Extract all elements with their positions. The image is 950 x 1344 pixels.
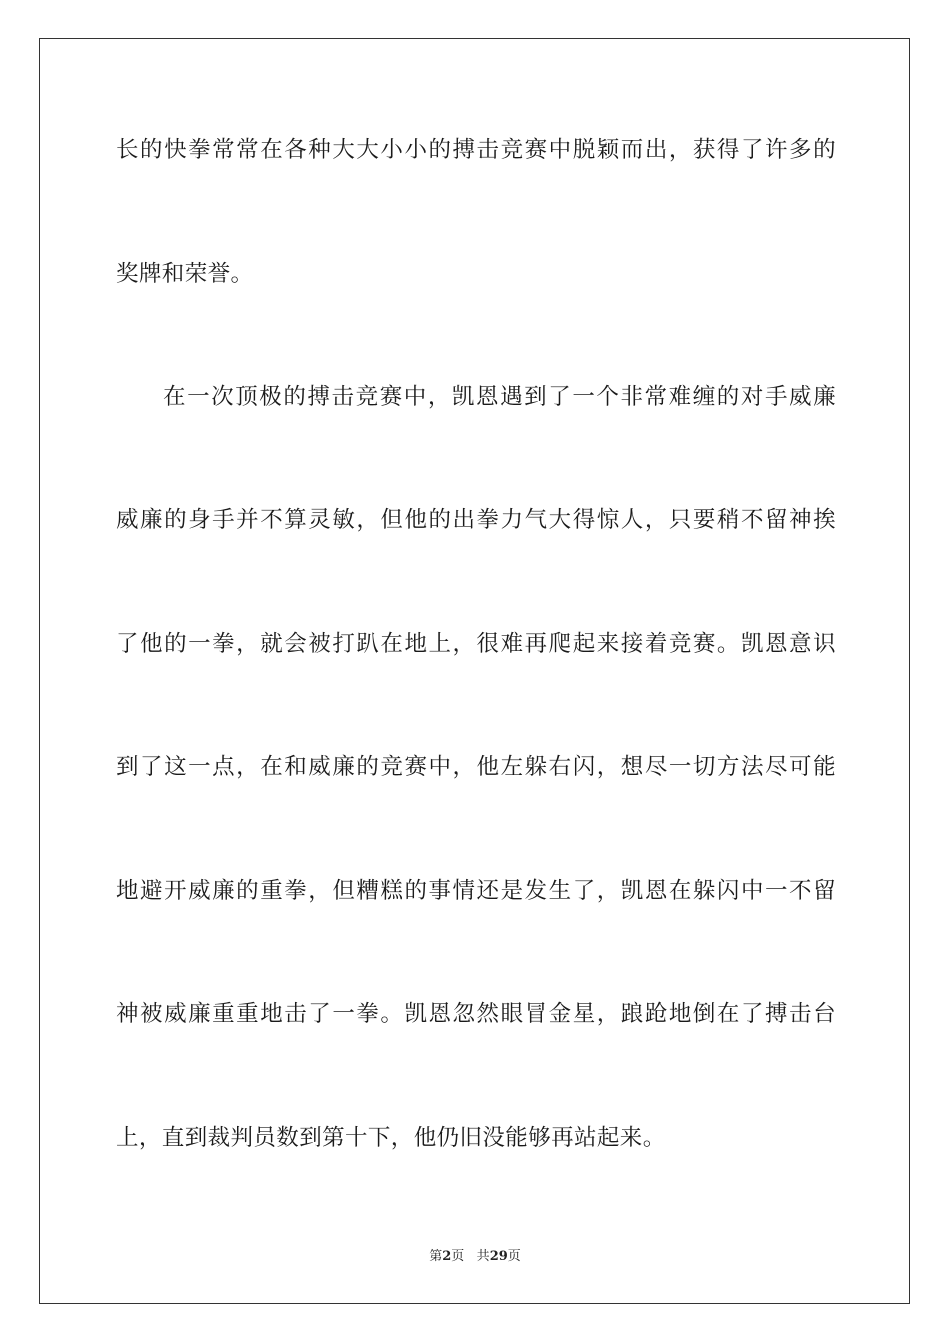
total-pages: 29 [489, 1249, 508, 1264]
total-suffix: 页 [507, 1249, 521, 1264]
page-number: 2 [442, 1249, 452, 1264]
page-border [39, 38, 910, 1304]
paragraph-2-line-1: 在一次顶极的搏击竞赛中，凯恩遇到了一个非常难缠的对手威廉 [163, 384, 836, 410]
text-line-6: 到了这一点，在和威廉的竞赛中，他左躲右闪，想尽一切方法尽可能 [116, 754, 836, 780]
text-line-9: 上，直到裁判员数到第十下，他仍旧没能够再站起来。 [116, 1125, 666, 1151]
page-footer [0, 1248, 950, 1266]
text-line-5: 了他的一拳，就会被打趴在地上，很难再爬起来接着竞赛。凯恩意识 [116, 631, 836, 657]
text-line-4: 威廉的身手并不算灵敏，但他的出拳力气大得惊人，只要稍不留神挨 [116, 507, 836, 533]
text-line-8: 神被威廉重重地击了一拳。凯恩忽然眼冒金星，踉跄地倒在了搏击台 [116, 1001, 836, 1027]
text-line-7: 地避开威廉的重拳，但糟糕的事情还是发生了，凯恩在躲闪中一不留 [116, 878, 836, 904]
page-suffix: 页 [451, 1249, 465, 1264]
text-line-1: 长的快拳常常在各种大大小小的搏击竞赛中脱颖而出，获得了许多的 [116, 137, 836, 163]
page-prefix: 第 [429, 1249, 443, 1264]
text-line-2: 奖牌和荣誉。 [116, 261, 254, 287]
total-prefix: 共 [476, 1249, 490, 1264]
